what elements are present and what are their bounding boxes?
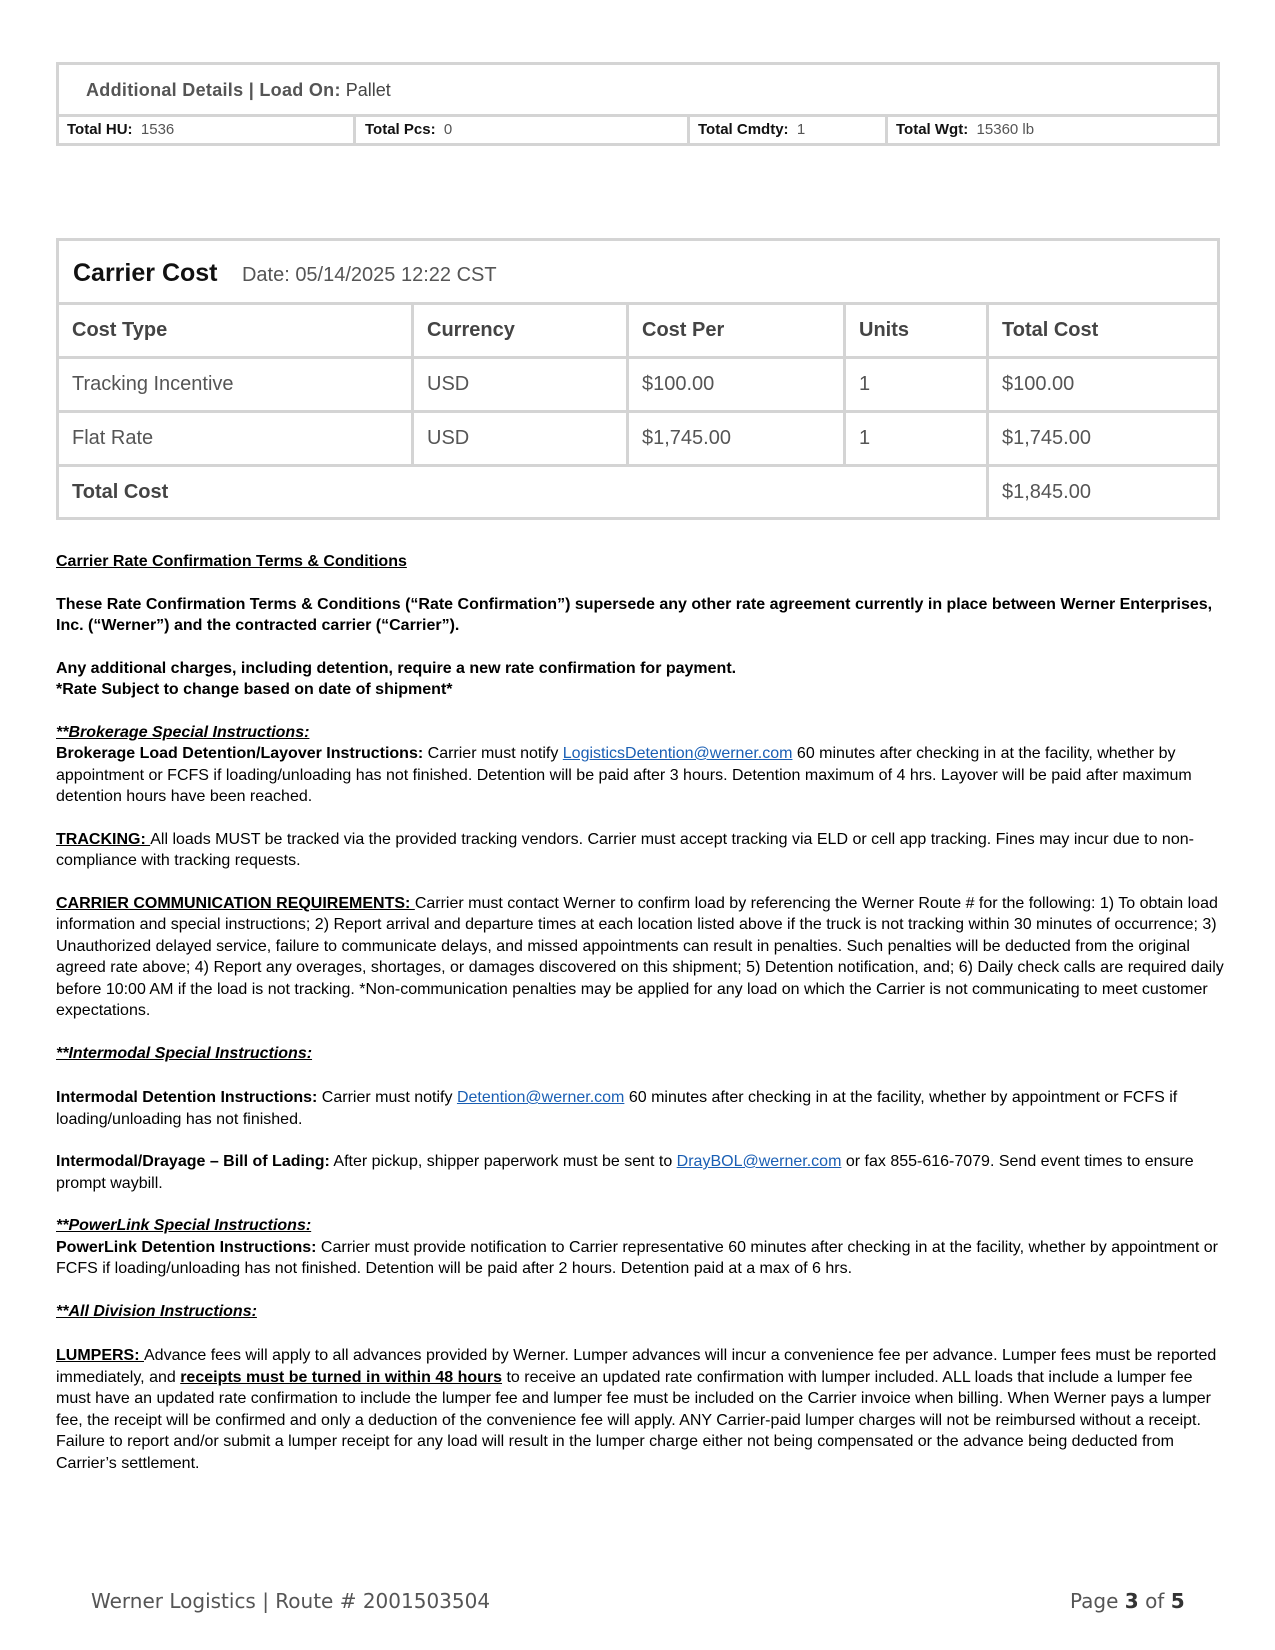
- powerlink-label: PowerLink Detention Instructions:: [56, 1238, 317, 1256]
- intermodal-heading: **Intermodal Special Instructions:: [56, 1044, 313, 1062]
- brokerage-text-post: 60 minutes after checking in at the facility, whether by appointment or FCFS if loading/unloading has not finished. Detention will be paid after 3 hours. Detention maximum of 4 hrs. Layover will be paid after maximum detention hours have been reached.: [56, 745, 1192, 805]
- total-cmdty-label: Total Cmdty:: [698, 121, 789, 138]
- cell-cost-type: Tracking Incentive: [59, 359, 414, 410]
- carrier-cost-header-row: [59, 305, 1217, 359]
- table-row: [59, 359, 1217, 413]
- brokerage-text-pre: Carrier must notify: [423, 745, 563, 762]
- draybol-email-link[interactable]: DrayBOL@werner.com: [676, 1153, 842, 1170]
- drayage-text-post: or fax 855-616-7079. Send event times to ensure prompt waybill.: [56, 1153, 1194, 1192]
- communication-label: CARRIER COMMUNICATION REQUIREMENTS:: [56, 894, 415, 912]
- header-currency: Currency: [414, 305, 629, 356]
- terms-intro: These Rate Confirmation Terms & Conditions (“Rate Confirmation”) supersede any other rate agreement currently in place between Werner Enterprises, Inc. (“Werner”) and the contracted carrier (“Carrier”).: [56, 595, 1213, 634]
- carrier-cost-table: [56, 238, 1220, 520]
- total-wgt-cell: [888, 117, 1217, 143]
- lumpers-receipt-emphasis: receipts must be turned in within 48 hours: [180, 1368, 503, 1386]
- lumpers-text-pre: Advance fees will apply to all advances provided by Werner. Lumper advances will incur a convenience fee per advance. Lumper fees must be reported immediately, and: [56, 1347, 1217, 1386]
- cell-units: 1: [846, 359, 989, 410]
- table-row: [59, 413, 1217, 467]
- total-hu-label: Total HU:: [67, 121, 133, 138]
- intermodal-text-post: 60 minutes after checking in at the facility, whether by appointment or FCFS if loading/unloading has not finished.: [56, 1089, 1178, 1128]
- header-units: Units: [846, 305, 989, 356]
- additional-details-totals: [59, 117, 1217, 144]
- page-total: 5: [1170, 1589, 1185, 1613]
- total-wgt-label: Total Wgt:: [896, 121, 969, 138]
- cell-total-cost: $100.00: [1002, 373, 1075, 395]
- cell-cost-type: Flat Rate: [59, 413, 414, 464]
- footer-route: Werner Logistics | Route # 2001503504: [91, 1589, 491, 1613]
- rate-subject-note: *Rate Subject to change based on date of shipment*: [56, 681, 453, 698]
- page-of-word: of: [1145, 1589, 1165, 1613]
- cell-cost-per: $100.00: [629, 359, 846, 410]
- intermodal-text-pre: Carrier must notify: [317, 1089, 457, 1106]
- tracking-text: All loads MUST be tracked via the provided tracking vendors. Carrier must accept tracking via ELD or cell app tracking. Fines may incur due to non-compliance with tracking requests.: [56, 830, 1194, 869]
- additional-charges-note: Any additional charges, including detention, require a new rate confirmation for payment.: [56, 659, 737, 677]
- total-hu-cell: [59, 117, 356, 143]
- cell-currency: USD: [414, 413, 629, 464]
- cell-currency: USD: [414, 359, 629, 410]
- carrier-cost-title-row: [59, 241, 1217, 305]
- drayage-text-pre: After pickup, shipper paperwork must be sent to: [329, 1153, 677, 1170]
- total-cost-value: $1,845.00: [1002, 481, 1091, 503]
- terms-heading: Carrier Rate Confirmation Terms & Conditions: [56, 553, 407, 570]
- carrier-cost-date: Date: 05/14/2025 12:22 CST: [241, 264, 497, 286]
- header-cost-type: Cost Type: [59, 305, 414, 356]
- intermodal-label: Intermodal Detention Instructions:: [56, 1089, 318, 1106]
- detention-email-link[interactable]: Detention@werner.com: [456, 1089, 625, 1106]
- footer-page-number: [1070, 1589, 1185, 1613]
- all-division-heading: **All Division Instructions:: [56, 1302, 257, 1320]
- header-cost-per: Cost Per: [629, 305, 846, 356]
- load-on-value: Pallet: [345, 80, 391, 100]
- cell-cost-per: $1,745.00: [629, 413, 846, 464]
- lumpers-label: LUMPERS:: [56, 1347, 144, 1364]
- brokerage-label: Brokerage Load Detention/Layover Instructions:: [56, 745, 424, 762]
- load-on-label: Additional Details | Load On:: [86, 80, 341, 100]
- terms-section: [56, 551, 1226, 1495]
- additional-details-box: [56, 62, 1220, 146]
- total-pcs-cell: [357, 117, 690, 143]
- page-word: Page: [1070, 1589, 1119, 1613]
- tracking-label: TRACKING:: [56, 830, 151, 848]
- cell-total-cost: $1,745.00: [1002, 427, 1091, 449]
- total-wgt-value: 15360 lb: [976, 121, 1035, 138]
- total-pcs-value: 0: [443, 121, 453, 138]
- total-cmdty-cell: [690, 117, 888, 143]
- lumpers-text-post: to receive an updated rate confirmation with lumper included. ALL loads that include a lumper fee must have an updated rate confirmation to include the lumper fee and lumper fee must be included on the Carrier invoice when billing. When Werner pays a lumper fee, the receipt will be confirmed and only a deduction of the convenience fee will apply. ANY Carrier-paid lumper charges will not be reimbursed without a receipt. Failure to report and/or submit a lumper receipt for any load will result in the lumper charge either not being compensated or the advance being deducted from Carrier’s settlement.: [56, 1368, 1211, 1472]
- logistics-detention-email-link[interactable]: LogisticsDetention@werner.com: [562, 745, 793, 762]
- carrier-cost-total-row: [59, 467, 1217, 521]
- page-current: 3: [1124, 1589, 1139, 1613]
- header-total-cost: Total Cost: [1002, 319, 1099, 341]
- drayage-label: Intermodal/Drayage – Bill of Lading:: [56, 1153, 330, 1170]
- total-cost-label: Total Cost: [59, 467, 989, 518]
- communication-text: Carrier must contact Werner to confirm load by referencing the Werner Route # for the following: 1) To obtain load information and special instructions; 2) Report arrival and departure times at each location listed above if the truck is not tracking within 30 minutes of occurrence; 3) Unauthorized delayed service, failure to communicate delays, and missed appointments can result in penalties. Such penalties will be deducted from the original agreed rate above; 4) Report any overages, shortages, or damages discovered on this shipment; 5) Detention notification, and; 6) Daily check calls are required daily before 10:00 AM if the load is not tracking. *Non-communication penalties may be applied for any load on which the Carrier is not communicating to meet customer expectations.: [56, 894, 1224, 1019]
- cell-units: 1: [846, 413, 989, 464]
- powerlink-text: Carrier must provide notification to Carrier representative 60 minutes after checking in at the facility, whether by appointment or FCFS if loading/unloading has not finished. Detention will be paid after 2 hours. Detention paid at a max of 6 hrs.: [56, 1238, 1218, 1277]
- brokerage-heading: **Brokerage Special Instructions:: [56, 723, 310, 741]
- total-pcs-label: Total Pcs:: [365, 121, 436, 138]
- total-hu-value: 1536: [140, 121, 175, 138]
- total-cmdty-value: 1: [796, 121, 806, 138]
- additional-details-header: [59, 65, 1217, 117]
- carrier-cost-title: Carrier Cost: [73, 259, 218, 287]
- powerlink-heading: **PowerLink Special Instructions:: [56, 1217, 312, 1234]
